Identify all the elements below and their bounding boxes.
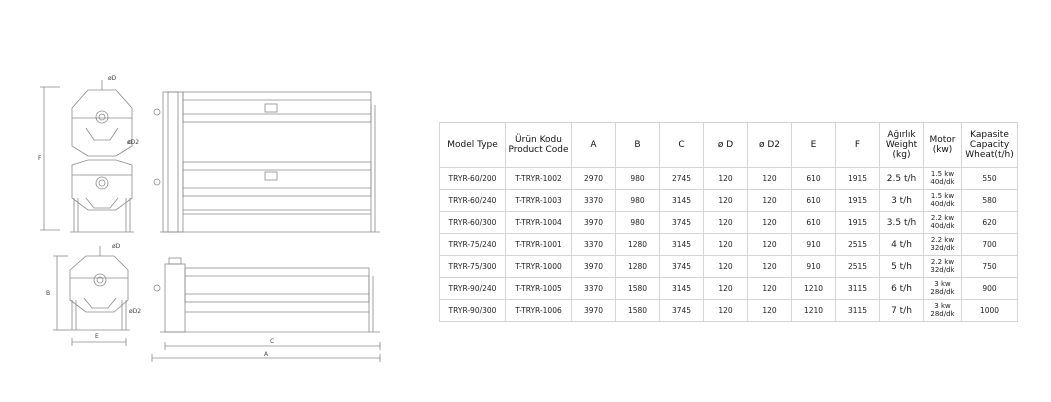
cell-e: 610 [792,212,836,234]
dim-label-a: A [264,351,269,358]
cell-weight: 3.5 t/h [880,212,924,234]
cell-b: 1280 [616,256,660,278]
specification-table [439,122,1018,322]
cell-a: 3370 [572,234,616,256]
cell-motor: 1.5 kw 40d/dk [924,190,962,212]
cell-phi-d2: 120 [748,300,792,322]
cell-phi-d: 120 [704,234,748,256]
cell-capacity: 550 [962,168,1018,190]
cell-e: 610 [792,168,836,190]
dim-label-f: F [38,155,42,162]
cell-phi-d2: 120 [748,190,792,212]
cell-a: 3370 [572,190,616,212]
cell-motor: 3 kw 28d/dk [924,300,962,322]
cell-weight: 7 t/h [880,300,924,322]
cell-c: 3145 [660,278,704,300]
cell-f: 1915 [836,212,880,234]
cell-f: 3115 [836,300,880,322]
cell-a: 3970 [572,300,616,322]
cell-motor: 1.5 kw 40d/dk [924,168,962,190]
cell-e: 1210 [792,300,836,322]
table-row [440,234,1018,256]
cell-model: TRYR-75/300 [440,256,506,278]
cell-b: 980 [616,190,660,212]
table-row [440,212,1018,234]
header-b: B [616,123,660,168]
cell-weight: 4 t/h [880,234,924,256]
header-model-type: Model Type [440,123,506,168]
cell-code: T-TRYR-1002 [506,168,572,190]
header-capacity: Kapasite Capacity Wheat(t/h) [962,123,1018,168]
cell-a: 3970 [572,256,616,278]
cell-model: TRYR-90/240 [440,278,506,300]
cell-weight: 5 t/h [880,256,924,278]
cell-code: T-TRYR-1001 [506,234,572,256]
cell-phi-d2: 120 [748,256,792,278]
cell-e: 1210 [792,278,836,300]
technical-drawing [0,0,430,402]
cell-code: T-TRYR-1004 [506,212,572,234]
cell-phi-d2: 120 [748,168,792,190]
cell-b: 980 [616,212,660,234]
cell-model: TRYR-90/300 [440,300,506,322]
cell-phi-d2: 120 [748,278,792,300]
cell-phi-d: 120 [704,300,748,322]
cell-capacity: 620 [962,212,1018,234]
cell-a: 2970 [572,168,616,190]
dim-label-phi-d2-top: øD2 [127,139,140,146]
cell-c: 3745 [660,212,704,234]
cell-motor: 3 kw 28d/dk [924,278,962,300]
cell-phi-d: 120 [704,278,748,300]
table-row [440,256,1018,278]
table-row [440,278,1018,300]
cell-capacity: 580 [962,190,1018,212]
header-weight: Ağırlık Weight (kg) [880,123,924,168]
table-header-row [440,123,1018,168]
large-front-view [154,92,380,232]
table-row [440,190,1018,212]
cell-b: 980 [616,168,660,190]
cell-motor: 2.2 kw 32d/dk [924,256,962,278]
cell-f: 2515 [836,234,880,256]
cell-c: 3745 [660,300,704,322]
dim-label-phi-d2-bottom: øD2 [129,308,142,315]
cell-c: 3145 [660,190,704,212]
header-motor: Motor (kw) [924,123,962,168]
cell-model: TRYR-75/240 [440,234,506,256]
dim-label-e: E [95,333,99,340]
cell-phi-d2: 120 [748,234,792,256]
small-side-view [53,246,130,346]
cell-c: 3745 [660,256,704,278]
cell-phi-d: 120 [704,256,748,278]
dim-label-b: B [46,290,51,297]
cell-capacity: 900 [962,278,1018,300]
cell-f: 1915 [836,168,880,190]
cell-c: 3145 [660,234,704,256]
header-e: E [792,123,836,168]
cell-a: 3970 [572,212,616,234]
cell-c: 2745 [660,168,704,190]
dim-label-phi-d-bottom: øD [112,243,121,250]
cell-phi-d2: 120 [748,212,792,234]
table-row [440,300,1018,322]
dim-label-c: C [270,338,275,345]
cell-code: T-TRYR-1003 [506,190,572,212]
cell-capacity: 1000 [962,300,1018,322]
cell-e: 610 [792,190,836,212]
cell-b: 1580 [616,300,660,322]
dim-label-phi-d-top: øD [108,75,117,82]
cell-model: TRYR-60/240 [440,190,506,212]
cell-model: TRYR-60/300 [440,212,506,234]
cell-phi-d: 120 [704,212,748,234]
cell-b: 1580 [616,278,660,300]
header-phi-d: ø D [704,123,748,168]
cell-f: 3115 [836,278,880,300]
cell-f: 2515 [836,256,880,278]
cell-code: T-TRYR-1006 [506,300,572,322]
header-c: C [660,123,704,168]
cell-f: 1915 [836,190,880,212]
cell-capacity: 700 [962,234,1018,256]
header-product-code: Ürün Kodu Product Code [506,123,572,168]
table-row [440,168,1018,190]
cell-b: 1280 [616,234,660,256]
cell-weight: 2.5 t/h [880,168,924,190]
cell-phi-d: 120 [704,190,748,212]
cell-phi-d: 120 [704,168,748,190]
small-front-view [152,258,380,362]
cell-code: T-TRYR-1005 [506,278,572,300]
header-a: A [572,123,616,168]
header-phi-d2: ø D2 [748,123,792,168]
cell-motor: 2.2 kw 32d/dk [924,234,962,256]
large-side-view [40,80,134,232]
cell-a: 3370 [572,278,616,300]
cell-weight: 6 t/h [880,278,924,300]
cell-weight: 3 t/h [880,190,924,212]
cell-model: TRYR-60/200 [440,168,506,190]
cell-capacity: 750 [962,256,1018,278]
cell-code: T-TRYR-1000 [506,256,572,278]
cell-e: 910 [792,256,836,278]
cell-e: 910 [792,234,836,256]
header-f: F [836,123,880,168]
cell-motor: 2.2 kw 40d/dk [924,212,962,234]
